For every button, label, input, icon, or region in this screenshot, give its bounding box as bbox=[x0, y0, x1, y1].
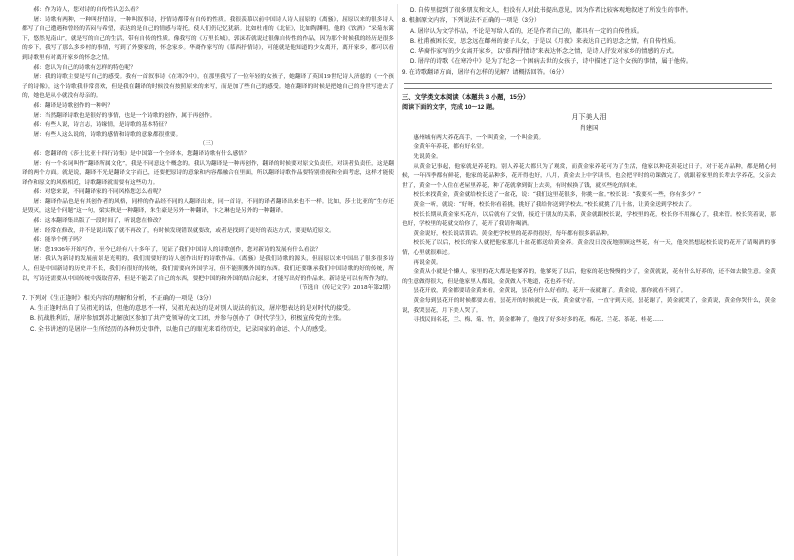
story-body bbox=[402, 134, 776, 326]
section-instruction: 阅读下面的文字，完成 10～12 题。 bbox=[402, 104, 499, 112]
interview-part-3 bbox=[22, 150, 394, 284]
answer-line[interactable] bbox=[404, 88, 772, 89]
paragraph: 屠：经常在修改，并不是说出版了就不再改了，有时候发现错误就要改，或者是找到了更好的表达方式，要更贴近原文。 bbox=[33, 227, 335, 234]
paragraph: 郝：您翻译的《莎士比亚十四行诗集》是中国第一个全译本，您翻译诗歌有什么感悟？ bbox=[33, 150, 250, 157]
left-column bbox=[22, 6, 394, 335]
question-option: B. 杜甫被困长安，思念远在鄜州的妻子儿女，于是以《月夜》来表达自己的思念之情，有自传性质。 bbox=[410, 37, 680, 45]
question-8 bbox=[402, 16, 776, 67]
paragraph: 寻找民间名花，兰、梅、菊、竹，黄金都种了，他找了好多好多的花，梅花、兰花、茶花、桂花…… bbox=[413, 317, 664, 324]
question-stem: 8. 根据原文内容，下列说法不正确的一项是（3分） bbox=[402, 17, 541, 25]
paragraph: 昙花开放，黄金都要请金黄来看，金黄说，昙花有什么好看的，花开一夜就谢了。黄金说，那你就看不到了。 bbox=[413, 288, 687, 295]
paragraph: 屠：我的诗歌主要是写自己的感受。我有一首叙事诗《在寒冷中》，在那里我写了一位年轻的女孩子，她翻译了英国19世纪诗人济慈的《一个孩子的诗像》，这个诗歌我非常喜欢，但是我在翻译的时候没有按照原来的来写，而是加了些自己的感受。她在翻译的时候是把她自己的身世写进去了的，她也是从小就没有母亲的。 bbox=[22, 74, 394, 100]
question-option: A. 屠岸认为文学作品，不论是写给人看的，还是作者自己的，都具有一定的自传性质。 bbox=[410, 27, 643, 35]
paragraph: 校长来找黄金，黄金就给校长送了一盆花，说：“我们这里花很多，你挑一盆。”校长说：“我要买一些，你有多少？” bbox=[413, 192, 701, 199]
paragraph: 校长长期从黄金家买花卉，以后就有了交情，接近于朋友的关系，黄金就跟校长说，学校里的花，校长你不用操心了，我来管。校长笑着说，那也好，学校里的花就交给你了，花开了我请你喝酒。 bbox=[402, 211, 776, 228]
paragraph: 屠：翻译作品也是有其创作者的风格，同样的作品经不同的人翻译出来，同一首诗，不同的译者翻译出来也不一样。比如，莎士比亚的“生存还是毁灭，这是个问题”这一句，梁实秋是一种翻译，朱生豪是另外一种翻译，卞之琳也是另外的一种翻译。 bbox=[22, 198, 394, 215]
paragraph: 屠：有些人这么说的，诗歌的感情和诗歌的意象都很重要。 bbox=[33, 131, 182, 138]
paragraph: 屠：我认为新诗的发展前景是光明的，我们需要好的诗人创作出好的诗歌作品。《离骚》是我们诗歌的源头，但屈原以来中国出了很多很多诗人，但是中国新诗的历史并不长，我们有很好的传统，我们需要向外国学习，但不能照搬外国的东西。我们还要继承我们中国诗歌的好的传统，所以，写诗还需要从中国传统中汲取营养，但是不能丢了自己的东西，要把中国的和外国的结合起来，才能写出好的作品来。新诗是可以有所作为的。 bbox=[22, 256, 394, 282]
question-option: D. 自传里提到了很多朋友和文人，但没有人对此书提出意见，因为作者比较客观地叙述了所发生的事件。 bbox=[410, 7, 693, 14]
paragraph: 屠：有一个名词叫作“翻译所属文化”，我是不同意这个概念的。我认为翻译是一种再创作，翻译的时候要对原文负责任，对读者负责任，这是翻译的两个方面。就是说，翻译不光是翻译文字而已，还要把原诗的意象和内容都融合在里面，所以翻译诗歌作品要特别重视和全面考虑，这样才能使译作和原文的风格相近，诗歌翻译就需要有这些功力。 bbox=[22, 160, 394, 186]
paragraph: 郝：作为诗人，您对诗的自传性认怎么看？ bbox=[33, 7, 142, 13]
paragraph: 屠：诗歌有两种，一种叫抒情诗，一种叫叙事诗，抒情诗都带有自传的性质。我很羡慕以前中国诗人诗人屈原的《离骚》，屈原以来的很多诗人都写了自己遭遇和曾经的苦闷与希望，表达的是自己的情感与寄托，使人们仍记忆犹新。比如杜甫的《北征》，比如陶渊明，他的《饮酒》“采菊东篱下，悠然见南山”，就是写的自己的生活，带有自传的性质。像我写的《万里长城》，郭沫若就说过很像自传性的作品，因为那个时候我的经历是很多的乡下，我写了那么多乡村的事情，写到了外婆家的，怀念家乡。华裔作家写的《慕西抒情诗》，可能就是他知道的少女离开，离开家乡，都可以看到诗歌里有对离开家乡的怀念之情。 bbox=[22, 16, 394, 61]
paragraph: 黄金说好，校长说话算话。黄金把学校里的花养得很好，每年都有很多新品种。 bbox=[413, 230, 613, 237]
paragraph: 黄金每到昙花开的时候都要去看，昙花开的时候就是一夜，黄金就守着，一直守到天亮，昙花谢了，黄金就哭了，金黄说，黄金你哭什么，黄金说，我哭昙花，月下美人哭了。 bbox=[402, 297, 776, 314]
paragraph: 从黄金记事起，他家就是养花的。别人养花大都只为了观赏，而黄金家养花可为了生活，他家以种花卖花过日子，对于花卉品种，都是精心伺候，一年四季都有鲜花，他家的花品种多，花开得也好，八月，黄金去上中学读书，也会把平时的功课做完了，就跟着家里的长辈去学养花，父亲去世了，黄金一个人住在老屋里养花，种了花就拿到街上去卖，有时候换了钱，就买些吃的回来。 bbox=[402, 163, 776, 189]
interview-part-2 bbox=[22, 6, 394, 140]
section-heading: 三、文学类文本阅读（本题共 3 小题，15分） bbox=[402, 94, 530, 102]
question-option: C. 全书讲述的是屠岸一生所经历的各种历史事件，以他自己的眼光来看待历史，记录国家的命运、个人的感受。 bbox=[30, 325, 331, 333]
question-option: A. 生正逢时出自了吴祖光的话，但他的意思不一样，吴祖光表达的是对别人说法的抗议，屠岸想表达的是对时代的接受。 bbox=[30, 305, 355, 313]
paragraph: 屠：您1936年开始写作，至今已经有八十多年了，见证了我们中国诗人的诗歌创作，您对新诗的发展有什么看法？ bbox=[33, 246, 321, 253]
paragraph: 再说金黄。 bbox=[413, 259, 442, 266]
paragraph: 郝：对您来说，不同翻译家的不同风格您怎么看呢？ bbox=[33, 189, 165, 196]
right-column bbox=[402, 6, 776, 326]
paragraph: 郝：翻译是诗歌创作的一种吗？ bbox=[33, 102, 114, 109]
section-number: （三） bbox=[199, 141, 217, 148]
question-9: 9. 在诗歌翻译方面，屠岸有怎样的见解？请概括回答。（6分） bbox=[402, 68, 568, 76]
paragraph: 屠：当然翻译诗歌也是很好的事情，也是一个诗歌的创作，属于再创作。 bbox=[33, 112, 216, 119]
question-option: B. 抗战胜利后，屠岸参加到苏北解放区参加了共产党领导的文工团，并参与创办了《时代学生》，积极宣传党的主张。 bbox=[30, 315, 346, 323]
paragraph: 金黄从小就是个懒人，家里的花大都是他爹养的，他爹死了以后，他家的花也慢慢的少了，金黄就说，花有什么好养的，还不如去做生意。金黄的生意做得很大，但是他家里人都说，金黄做人不地道，花也养不好。 bbox=[402, 269, 776, 285]
question-7 bbox=[22, 294, 394, 335]
story-title: 月下美人泪 bbox=[571, 114, 607, 122]
paragraph: 郝：有些人说，诗言志，诗缘情，是诗歌的基本特征？ bbox=[33, 122, 170, 129]
question-option: D. 屠岸的诗歌《在寒冷中》是为了纪念一个困病去世的女孩子，诗中描述了这个女孩的事情，属于他传。 bbox=[410, 58, 693, 66]
paragraph: 金黄年年养花，都有好名堂。 bbox=[413, 144, 488, 151]
answer-line[interactable] bbox=[404, 83, 772, 84]
question-option: C. 华裔作家写的少女离开家乡，以“慕西抒情诗”来表达怀念之情，是诗人抒发对家乡的情感的方式。 bbox=[410, 48, 678, 56]
story-author: 肖建国 bbox=[579, 124, 599, 132]
source-citation: （节选自《传记文学》2018年第2期） bbox=[296, 285, 394, 292]
question-stem: 7. 下列对《生正逢时》相关内容的理解和分析，不正确的一项是（3分） bbox=[22, 294, 215, 302]
paragraph: 黄金一听，就说：“好呀，校长你看着挑，挑好了我给你送到学校去。”校长就挑了几十盆，让黄金送到学校去了。 bbox=[413, 202, 696, 209]
paragraph: 郝：这本翻译集出版了一段时间了，听说您在修改？ bbox=[33, 218, 165, 225]
paragraph: 郝：能举个例子吗？ bbox=[33, 237, 85, 244]
paragraph: 先说黄金。 bbox=[413, 154, 442, 161]
paragraph: 校长死了以后，校长的家人就把他家那几十盆花都送给黄金养。黄金没日没夜地照顾这些花，有一天，他突然想起校长说的花开了请喝酒的事情，心里就很难过。 bbox=[402, 240, 776, 256]
paragraph: 惠州城有两大养花高手，一个叫黄金，一个叫金黄。 bbox=[413, 134, 545, 141]
paragraph: 郝：您认为自己的诗歌有怎样的特色呢？ bbox=[33, 64, 136, 71]
column-divider bbox=[397, 4, 398, 556]
